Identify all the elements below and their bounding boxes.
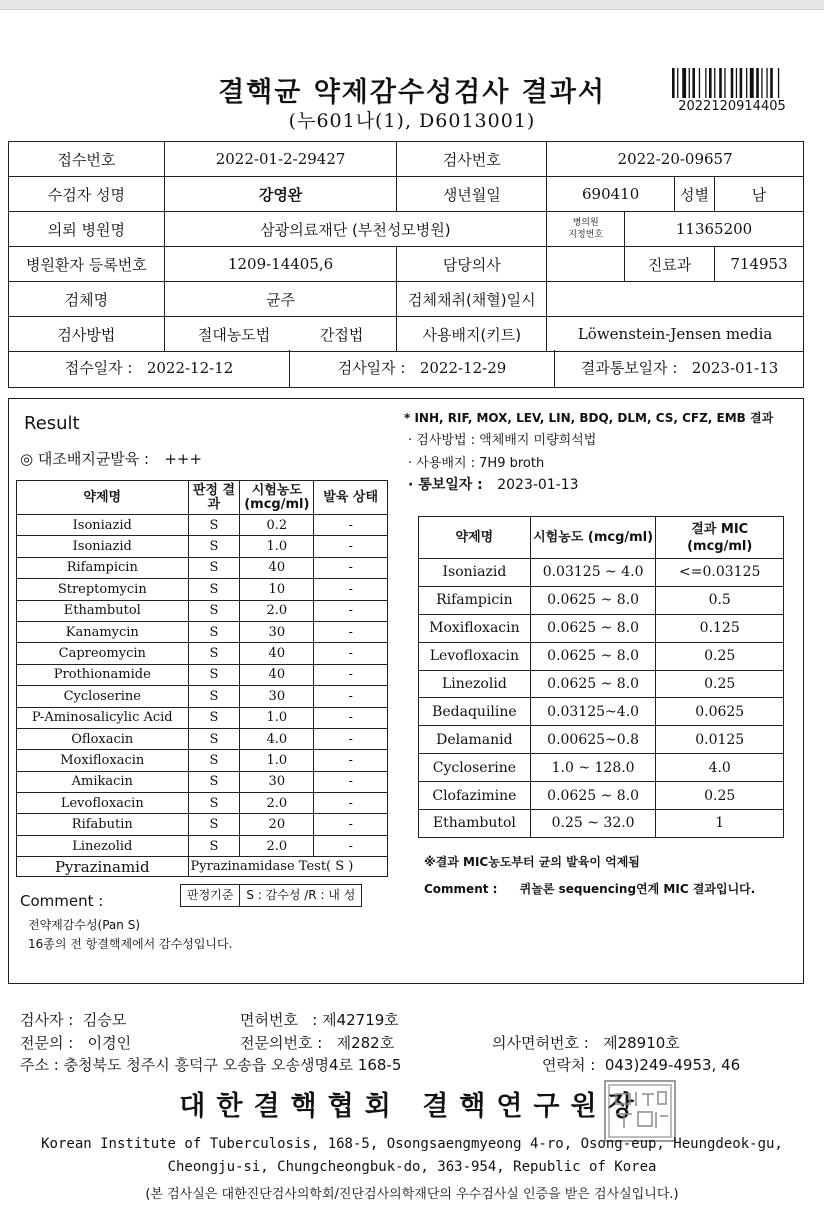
mic-notify-label: · 통보일자 : [408, 477, 483, 493]
mic-result: 4.0 [656, 754, 784, 782]
drug-growth: - [314, 686, 388, 707]
drug-result: S [188, 793, 240, 814]
phone-label: 연락처 : [542, 1056, 596, 1074]
specialist-no-line [240, 1032, 394, 1053]
reported-date-cell [554, 350, 804, 387]
mic-result: 0.125 [656, 614, 784, 642]
drug-concentration: 2.0 [240, 835, 314, 856]
left-drug-row [17, 536, 388, 557]
md-license-no: 제28910호 [603, 1034, 680, 1052]
pyrazinamid-test: Pyrazinamidase Test( S ) [188, 857, 387, 877]
drug-growth: - [314, 621, 388, 642]
patient-info-table [8, 141, 804, 352]
left-drug-row [17, 771, 388, 792]
reported-label: 결과통보일자 : [580, 359, 678, 377]
drug-name: Kanamycin [17, 621, 189, 642]
criteria-label: 판정기준 [181, 885, 240, 906]
patient-name: 강영완 [164, 177, 397, 212]
mic-header-drug: 약제명 [419, 517, 531, 559]
mic-concentration: 0.0625 ~ 8.0 [530, 614, 656, 642]
drug-concentration: 40 [240, 643, 314, 664]
mic-result: 0.25 [656, 782, 784, 810]
mic-concentration: 0.00625~0.8 [530, 726, 656, 754]
mic-concentration: 0.0625 ~ 8.0 [530, 642, 656, 670]
method-absolute: 절대농도법 [197, 325, 271, 344]
tested-label: 검사일자 : [337, 359, 406, 377]
drug-name: Amikacin [17, 771, 189, 792]
drug-growth: - [314, 814, 388, 835]
mic-drug-name: Delamanid [419, 726, 531, 754]
birth-date: 690410 [547, 177, 675, 212]
department-value: 714953 [715, 247, 804, 282]
hospital-code-label-line2: 지정번호 [568, 230, 604, 240]
drug-result: S [188, 536, 240, 557]
left-drug-row [17, 643, 388, 664]
drug-result: S [188, 621, 240, 642]
drug-result: S [188, 643, 240, 664]
phone-line [542, 1054, 740, 1075]
drug-name: Isoniazid [17, 515, 189, 536]
mic-row [419, 642, 784, 670]
mic-header-result: 결과 MIC (mcg/ml) [656, 517, 784, 559]
receipt-no: 2022-01-2-29427 [164, 142, 397, 177]
mic-note: ※결과 MIC농도부터 균의 발육이 억제됨 [424, 855, 640, 869]
document-title: 결핵균 약제감수성검사 결과서 [218, 77, 606, 108]
drug-growth: - [314, 728, 388, 749]
drug-name: Rifampicin [17, 557, 189, 578]
license-label: 면허번호 [240, 1011, 298, 1029]
license-line [240, 1009, 399, 1030]
mic-drug-name: Bedaquiline [419, 698, 531, 726]
mic-concentration: 0.03125~4.0 [530, 698, 656, 726]
left-drug-table [16, 480, 388, 877]
drug-concentration: 20 [240, 814, 314, 835]
hospital-code: 11365200 [625, 212, 804, 247]
mic-drug-name: Cycloserine [419, 754, 531, 782]
exam-no-label: 검사번호 [397, 142, 547, 177]
mic-drug-name: Levofloxacin [419, 642, 531, 670]
right-comment [424, 880, 755, 897]
mic-concentration: 1.0 ~ 128.0 [530, 754, 656, 782]
drug-result: S [188, 728, 240, 749]
md-license-label: 의사면허번호 : [492, 1034, 589, 1052]
sex-label: 성별 [675, 177, 715, 212]
mic-result: 1 [656, 810, 784, 838]
right-comment-text: 퀴놀론 sequencing연계 MIC 결과입니다. [519, 882, 756, 896]
sex-value: 남 [715, 177, 804, 212]
mic-row [419, 559, 784, 587]
left-comment-line2: 16종의 전 항결핵제에서 감수성입니다. [28, 937, 233, 951]
top-band [0, 0, 824, 10]
barcode [670, 68, 794, 118]
tester-name: 김승모 [82, 1011, 127, 1029]
left-drug-row [17, 557, 388, 578]
address-ko: 주소 : 충청북도 청주시 흥덕구 오송읍 오송생명4로 168-5 [20, 1056, 402, 1074]
mic-row [419, 726, 784, 754]
drug-name: Ethambutol [17, 600, 189, 621]
drug-concentration: 40 [240, 664, 314, 685]
drug-name: Levofloxacin [17, 793, 189, 814]
license-no: : 제42719호 [312, 1011, 399, 1029]
drug-growth: - [314, 643, 388, 664]
right-comment-label: Comment : [424, 882, 498, 896]
tester-label: 검사자 : [20, 1011, 74, 1029]
mic-result: 0.5 [656, 586, 784, 614]
mic-concentration: 0.03125 ~ 4.0 [530, 559, 656, 587]
mic-result: <=0.03125 [656, 559, 784, 587]
hospital-code-label-line1: 병의원 [572, 218, 599, 228]
drug-concentration: 30 [240, 771, 314, 792]
received-date-cell [9, 350, 289, 387]
doctor-label: 담당의사 [397, 247, 547, 282]
mic-method: · 검사방법 : 액체배지 미량희석법 [408, 433, 597, 448]
mic-table [418, 516, 784, 838]
tested-date: 2022-12-29 [419, 359, 507, 377]
drug-name: Cycloserine [17, 686, 189, 707]
left-comment-line1: 전약제감수성(Pan S) [28, 918, 141, 932]
drug-name: Ofloxacin [17, 728, 189, 749]
drug-growth: - [314, 835, 388, 856]
mic-result: 0.25 [656, 642, 784, 670]
method-label: 검사방법 [9, 317, 165, 352]
drug-concentration: 1.0 [240, 750, 314, 771]
mic-row [419, 810, 784, 838]
registration-no: 1209-14405,6 [164, 247, 397, 282]
method-value [164, 317, 397, 352]
left-drug-row [17, 664, 388, 685]
mic-result: 0.0625 [656, 698, 784, 726]
criteria-value: S : 감수성 /R : 내 성 [246, 888, 356, 902]
result-heading: Result [24, 413, 80, 434]
institute-name: 대한결핵협회 결핵연구원장 [179, 1091, 645, 1122]
hospital-name: 삼광의료재단 (부천성모병원) [164, 212, 546, 247]
drug-result: S [188, 750, 240, 771]
drug-name: Rifabutin [17, 814, 189, 835]
drug-concentration: 1.0 [240, 707, 314, 728]
mic-drug-name: Moxifloxacin [419, 614, 531, 642]
drug-name: Moxifloxacin [17, 750, 189, 771]
drug-concentration: 1.0 [240, 536, 314, 557]
left-drug-row [17, 707, 388, 728]
tested-date-cell [289, 350, 554, 387]
medium-value: Löwenstein-Jensen media [547, 317, 804, 352]
drug-result: S [188, 600, 240, 621]
mic-medium: · 사용배지 : 7H9 broth [408, 456, 545, 471]
department-label: 진료과 [625, 247, 715, 282]
drug-result: S [188, 664, 240, 685]
exam-no: 2022-20-09657 [547, 142, 804, 177]
doctor-name [547, 247, 625, 282]
drug-result: S [188, 771, 240, 792]
document-subtitle: (누601나(1), D6013001) [288, 110, 536, 132]
drug-concentration: 30 [240, 686, 314, 707]
mic-row [419, 754, 784, 782]
tester-line [20, 1009, 126, 1030]
pyrazinamid-label: Pyrazinamid [17, 857, 189, 877]
left-header-growth: 발육 상태 [314, 481, 388, 515]
drug-concentration: 2.0 [240, 600, 314, 621]
left-drug-row [17, 814, 388, 835]
patient-name-label: 수검자 성명 [9, 177, 165, 212]
criteria-box [180, 884, 362, 907]
drug-result: S [188, 579, 240, 600]
birth-label: 생년월일 [397, 177, 547, 212]
method-indirect: 간접법 [319, 325, 364, 344]
mic-row [419, 698, 784, 726]
receipt-no-label: 접수번호 [9, 142, 165, 177]
specialist-no-label: 전문의번호 : [240, 1034, 323, 1052]
mic-notify-date: 2023-01-13 [497, 477, 579, 493]
left-drug-row [17, 686, 388, 707]
drug-growth: - [314, 600, 388, 621]
address-en-line1: Korean Institute of Tuberculosis, 168-5, Osongsaengmyeong 4-ro, Osong-eup, Heungdeok-gu, [41, 1136, 783, 1152]
certification-note: (본 검사실은 대한진단검사의학회/진단검사의학재단의 우수검사실 인증을 받은 검사실입니다.) [145, 1187, 679, 1202]
hospital-code-label [547, 212, 625, 247]
left-drug-row [17, 728, 388, 749]
drug-growth: - [314, 707, 388, 728]
left-drug-row [17, 515, 388, 536]
drug-concentration: 4.0 [240, 728, 314, 749]
drug-result: S [188, 814, 240, 835]
mic-header-conc: 시험농도 (mcg/ml) [530, 517, 656, 559]
specialist-no: 제282호 [336, 1034, 395, 1052]
mic-result: 0.0125 [656, 726, 784, 754]
left-header-conc: 시험농도 (mcg/ml) [240, 481, 314, 515]
mic-row [419, 614, 784, 642]
specimen-value: 균주 [164, 282, 397, 317]
received-date: 2022-12-12 [146, 359, 234, 377]
mic-notify [408, 474, 579, 494]
mic-concentration: 0.0625 ~ 8.0 [530, 670, 656, 698]
specimen-label: 검체명 [9, 282, 165, 317]
mic-concentration: 0.0625 ~ 8.0 [530, 586, 656, 614]
collection-label: 검체채취(채혈)일시 [397, 282, 547, 317]
specialist-name: 이경인 [87, 1034, 132, 1052]
barcode-icon [672, 68, 792, 98]
left-drug-row [17, 600, 388, 621]
received-label: 접수일자 : [64, 359, 133, 377]
drug-name: Prothionamide [17, 664, 189, 685]
mic-concentration: 0.25 ~ 32.0 [530, 810, 656, 838]
md-license-line [492, 1032, 680, 1053]
registration-label: 병원환자 등록번호 [9, 247, 165, 282]
left-drug-row [17, 579, 388, 600]
control-growth [20, 448, 202, 469]
phone-no: 043)249-4953, 46 [604, 1056, 741, 1074]
control-growth-label: ◎ 대조배지균발육 : [20, 450, 150, 468]
drug-growth: - [314, 771, 388, 792]
drug-concentration: 2.0 [240, 793, 314, 814]
collection-value [547, 282, 804, 317]
mic-drug-name: Isoniazid [419, 559, 531, 587]
drug-growth: - [314, 536, 388, 557]
mic-concentration: 0.0625 ~ 8.0 [530, 782, 656, 810]
left-header-result: 판정 결과 [188, 481, 240, 515]
mic-drug-name: Linezolid [419, 670, 531, 698]
drug-growth: - [314, 515, 388, 536]
left-comment-label: Comment : [20, 892, 104, 910]
drug-growth: - [314, 793, 388, 814]
drug-growth: - [314, 579, 388, 600]
drug-concentration: 0.2 [240, 515, 314, 536]
reported-date: 2023-01-13 [691, 359, 779, 377]
drug-result: S [188, 557, 240, 578]
drug-growth: - [314, 664, 388, 685]
left-header-drug: 약제명 [17, 481, 189, 515]
drug-name: Capreomycin [17, 643, 189, 664]
dates-row [8, 350, 804, 388]
mic-row [419, 586, 784, 614]
mic-result: 0.25 [656, 670, 784, 698]
left-drug-row [17, 621, 388, 642]
specialist-label: 전문의 : [20, 1034, 74, 1052]
mic-row [419, 782, 784, 810]
left-drug-row [17, 750, 388, 771]
specialist-line [20, 1032, 131, 1053]
seal-icon [606, 1082, 674, 1140]
drug-concentration: 40 [240, 557, 314, 578]
drug-result: S [188, 707, 240, 728]
mic-drug-name: Rifampicin [419, 586, 531, 614]
hospital-label: 의뢰 병원명 [9, 212, 165, 247]
left-drug-row [17, 793, 388, 814]
drug-growth: - [314, 557, 388, 578]
mic-drug-name: Ethambutol [419, 810, 531, 838]
drug-name: Linezolid [17, 835, 189, 856]
mic-title: * INH, RIF, MOX, LEV, LIN, BDQ, DLM, CS, CFZ, EMB 결과 [404, 411, 774, 425]
official-seal [604, 1080, 676, 1142]
drug-result: S [188, 515, 240, 536]
drug-concentration: 10 [240, 579, 314, 600]
drug-growth: - [314, 750, 388, 771]
drug-name: Isoniazid [17, 536, 189, 557]
drug-concentration: 30 [240, 621, 314, 642]
drug-result: S [188, 686, 240, 707]
left-drug-row [17, 835, 388, 856]
address-en-line2: Cheongju-si, Chungcheongbuk-do, 363-954, Republic of Korea [167, 1159, 657, 1175]
mic-row [419, 670, 784, 698]
drug-name: P-Aminosalicylic Acid [17, 707, 189, 728]
drug-result: S [188, 835, 240, 856]
drug-name: Streptomycin [17, 579, 189, 600]
medium-label: 사용배지(키트) [397, 317, 547, 352]
control-growth-value: +++ [164, 450, 203, 468]
barcode-number: 2022120914405 [678, 99, 786, 114]
mic-drug-name: Clofazimine [419, 782, 531, 810]
